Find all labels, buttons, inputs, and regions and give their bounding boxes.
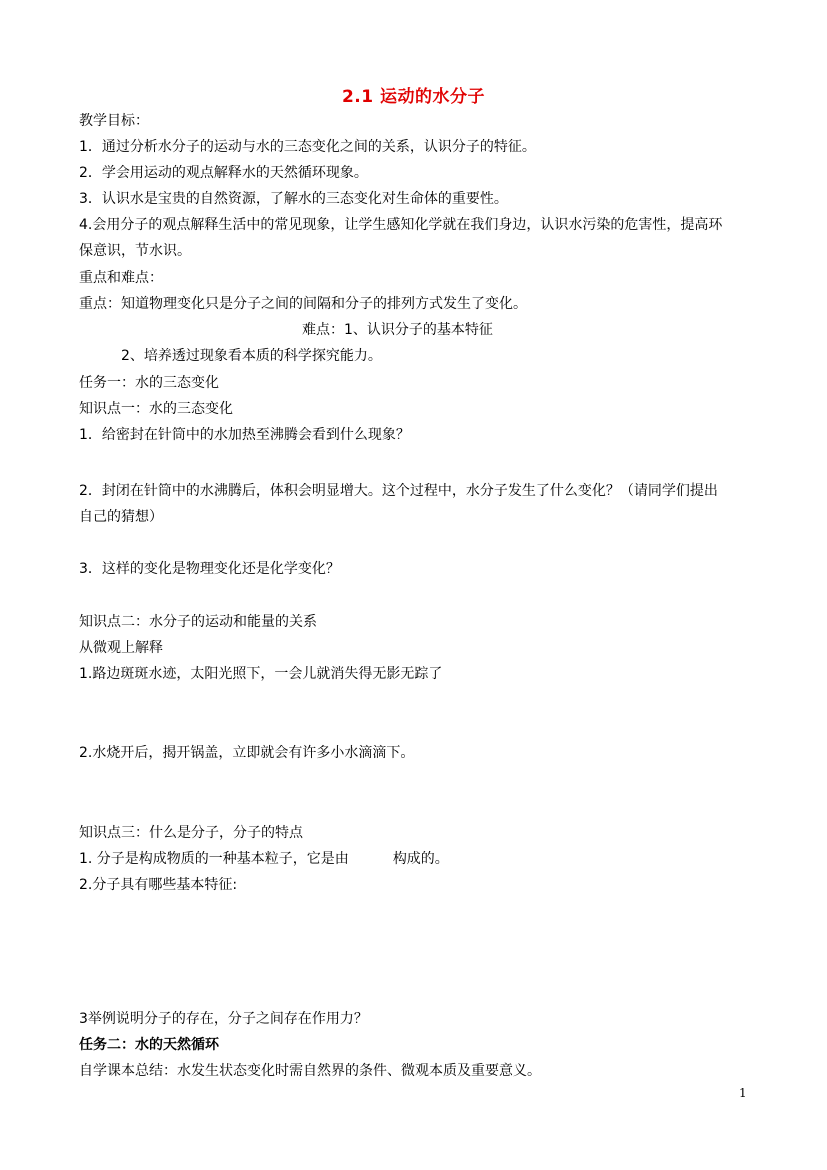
micro-explain: 从微观上解释 (79, 640, 163, 656)
example-question: 3举例说明分子的存在，分子之间存在作用力？ (79, 1011, 368, 1027)
difficulty-1: 难点：1、认识分子的基本特征 (302, 322, 493, 338)
fill-blank-before: 1. 分子是构成物质的一种基本粒子，它是由 (79, 851, 349, 867)
self-study-summary: 自学课本总结：水发生状态变化时需自然界的条件、微观本质及重要意义。 (79, 1063, 541, 1079)
key-point: 重点：知道物理变化只是分子之间的间隔和分子的排列方式发生了变化。 (79, 296, 527, 312)
molecule-fill-blank (79, 849, 449, 869)
document-title: 2.1 运动的水分子 (341, 87, 486, 107)
fill-blank-after: 构成的。 (392, 851, 449, 867)
goal-4: 4.会用分子的观点解释生活中的常见现象，让学生感知化学就在我们身边，认识水污染的危害性，提高环 (79, 217, 723, 233)
page-number: 1 (739, 1086, 747, 1100)
molecule-features: 2.分子具有哪些基本特征: (79, 877, 238, 893)
difficulty-2: 2、培养透过现象看本质的科学探究能力。 (121, 348, 382, 364)
goal-3: 3．认识水是宝贵的自然资源，了解水的三态变化对生命体的重要性。 (79, 191, 508, 207)
task-1-heading: 任务一：水的三态变化 (79, 375, 219, 391)
question-3: 3．这样的变化是物理变化还是化学变化？ (79, 561, 340, 577)
knowledge-point-1: 知识点一：水的三态变化 (79, 401, 233, 417)
question-2: 2．封闭在针筒中的水沸腾后，体积会明显增大。这个过程中，水分子发生了什么变化？（请同学们提出 (79, 483, 718, 499)
question-1: 1．给密封在针筒中的水加热至沸腾会看到什么现象？ (79, 427, 410, 443)
knowledge-point-3: 知识点三：什么是分子，分子的特点 (79, 825, 303, 841)
key-points-heading: 重点和难点： (79, 270, 163, 286)
knowledge-point-2: 知识点二：水分子的运动和能量的关系 (79, 614, 317, 630)
task-2-heading: 任务二：水的天然循环 (79, 1037, 219, 1053)
teaching-goals-heading: 教学目标： (79, 113, 149, 129)
phenomenon-2: 2.水烧开后，揭开锅盖，立即就会有许多小水滴滴下。 (79, 745, 415, 761)
goal-4-cont: 保意识，节水识。 (79, 243, 191, 259)
phenomenon-1: 1.路边斑斑水迹，太阳光照下，一会儿就消失得无影无踪了 (79, 666, 443, 682)
question-2-cont: 自己的猜想） (79, 509, 163, 525)
goal-1: 1．通过分析水分子的运动与水的三态变化之间的关系，认识分子的特征。 (79, 139, 536, 155)
goal-2: 2．学会用运动的观点解释水的天然循环现象。 (79, 165, 368, 181)
